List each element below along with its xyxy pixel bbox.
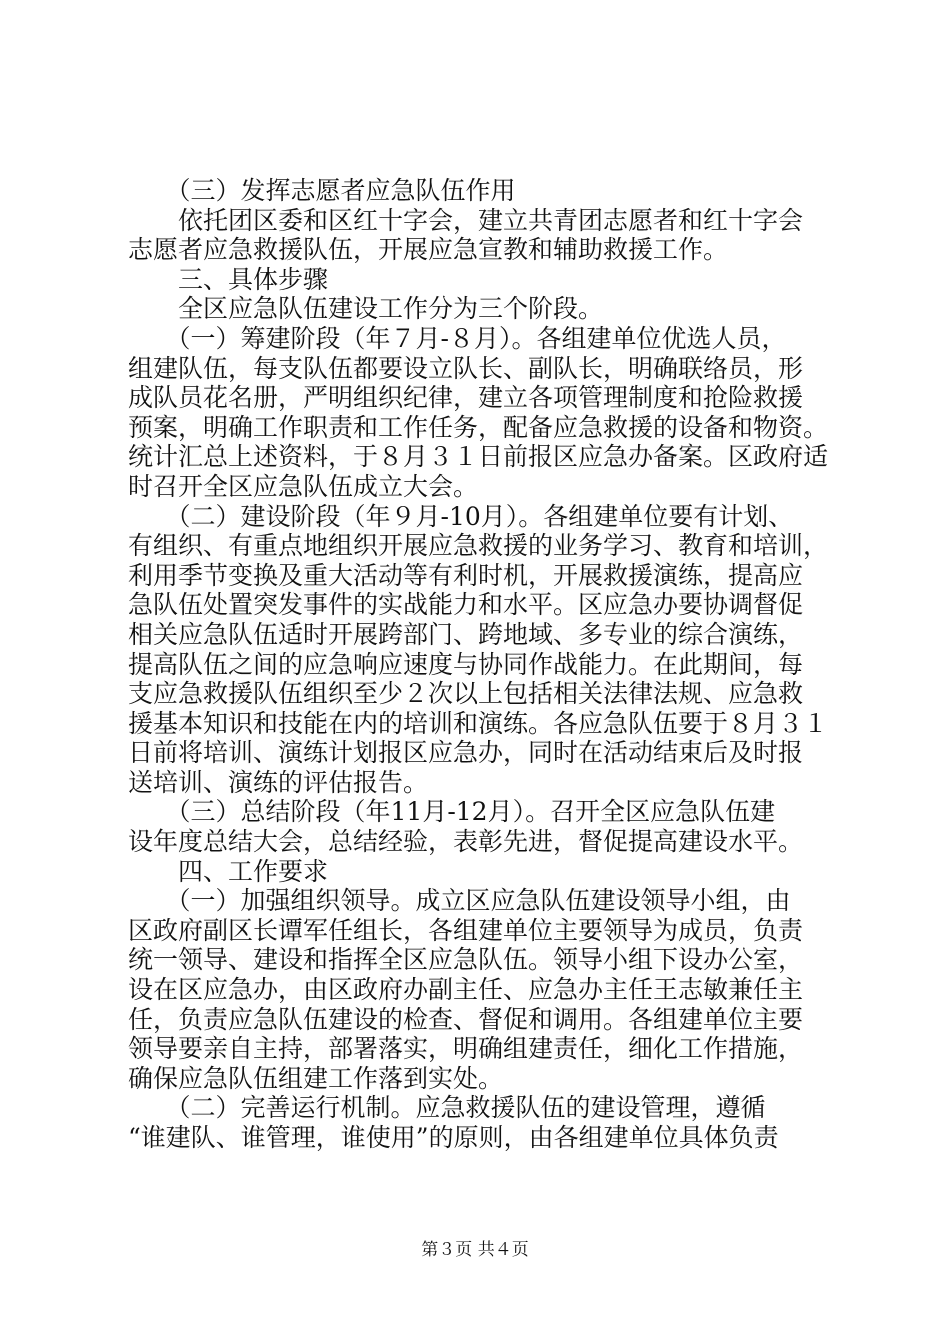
text-line: 统一领导、建设和指挥全区应急队伍。领导小组下设办公室， [128, 945, 804, 975]
page-number-footer: 第３页 共４页 [421, 1240, 529, 1260]
text-line: 任，负责应急队伍建设的检查、督促和调用。各组建单位主要 [128, 1004, 804, 1034]
text-line: 组建队伍，每支队伍都要设立队长、副队长，明确联络员，形 [128, 353, 804, 383]
text-line: 统计汇总上述资料，于８月３１日前报区应急办备案。区政府适 [128, 442, 828, 472]
text-line: 成队员花名册，严明组织纪律，建立各项管理制度和抢险救援 [128, 383, 804, 413]
text-line: “谁建队、谁管理，谁使用”的原则，由各组建单位具体负责 [128, 1123, 779, 1152]
text-line: （二）完善运行机制。应急救援队伍的建设管理，遵循 [128, 1093, 766, 1123]
text-line: 预案，明确工作职责和工作任务，配备应急救援的设备和物资。 [128, 412, 828, 442]
text-line: 设在区应急办，由区政府办副主任、应急办主任王志敏兼任主 [128, 975, 804, 1005]
text-line: 日前将培训、演练计划报区应急办，同时在活动结束后及时报 [128, 738, 804, 768]
text-line: （一）筹建阶段（年７月-８月）。各组建单位优选人员， [128, 323, 787, 353]
text-line: 依托团区委和区红十字会，建立共青团志愿者和红十字会 [128, 205, 804, 235]
text-line: （二）建设阶段（年９月-10月）。各组建单位要有计划、 [128, 501, 794, 531]
text-line: 利用季节变换及重大活动等有利时机，开展救援演练，提高应 [128, 560, 804, 590]
text-line: 时召开全区应急队伍成立大会。 [128, 471, 479, 501]
text-line: 援基本知识和技能在内的培训和演练。各应急队伍要于８月３１ [128, 708, 828, 738]
text-line: （三）总结阶段（年11月-12月）。召开全区应急队伍建 [128, 797, 776, 827]
text-line: 支应急救援队伍组织至少２次以上包括相关法律法规、应急救 [128, 679, 804, 709]
text-line: 急队伍处置突发事件的实战能力和水平。区应急办要协调督促 [128, 590, 804, 620]
document-body [128, 176, 828, 1153]
text-line: 区政府副区长谭军任组长，各组建单位主要领导为成员，负责 [128, 915, 804, 945]
text-line: 相关应急队伍适时开展跨部门、跨地域、多专业的综合演练， [128, 619, 804, 649]
text-line: 志愿者应急救援队伍，开展应急宣教和辅助救援工作。 [128, 235, 729, 265]
text-line: 四、工作要求 [128, 856, 329, 886]
text-line: 送培训、演练的评估报告。 [128, 767, 429, 797]
text-line: 三、具体步骤 [128, 264, 329, 294]
text-line: 提高队伍之间的应急响应速度与协同作战能力。在此期间，每 [128, 649, 804, 679]
text-line: 设年度总结大会，总结经验，表彰先进，督促提高建设水平。 [128, 827, 804, 857]
text-line: （一）加强组织领导。成立区应急队伍建设领导小组，由 [128, 886, 791, 916]
text-line: 领导要亲自主持，部署落实，明确组建责任，细化工作措施， [128, 1034, 804, 1064]
text-line: （三）发挥志愿者应急队伍作用 [128, 176, 516, 205]
text-line: 确保应急队伍组建工作落到实处。 [128, 1063, 504, 1093]
text-line: 有组织、有重点地组织开展应急救援的业务学习、教育和培训， [128, 531, 828, 561]
text-line: 全区应急队伍建设工作分为三个阶段。 [128, 294, 604, 324]
